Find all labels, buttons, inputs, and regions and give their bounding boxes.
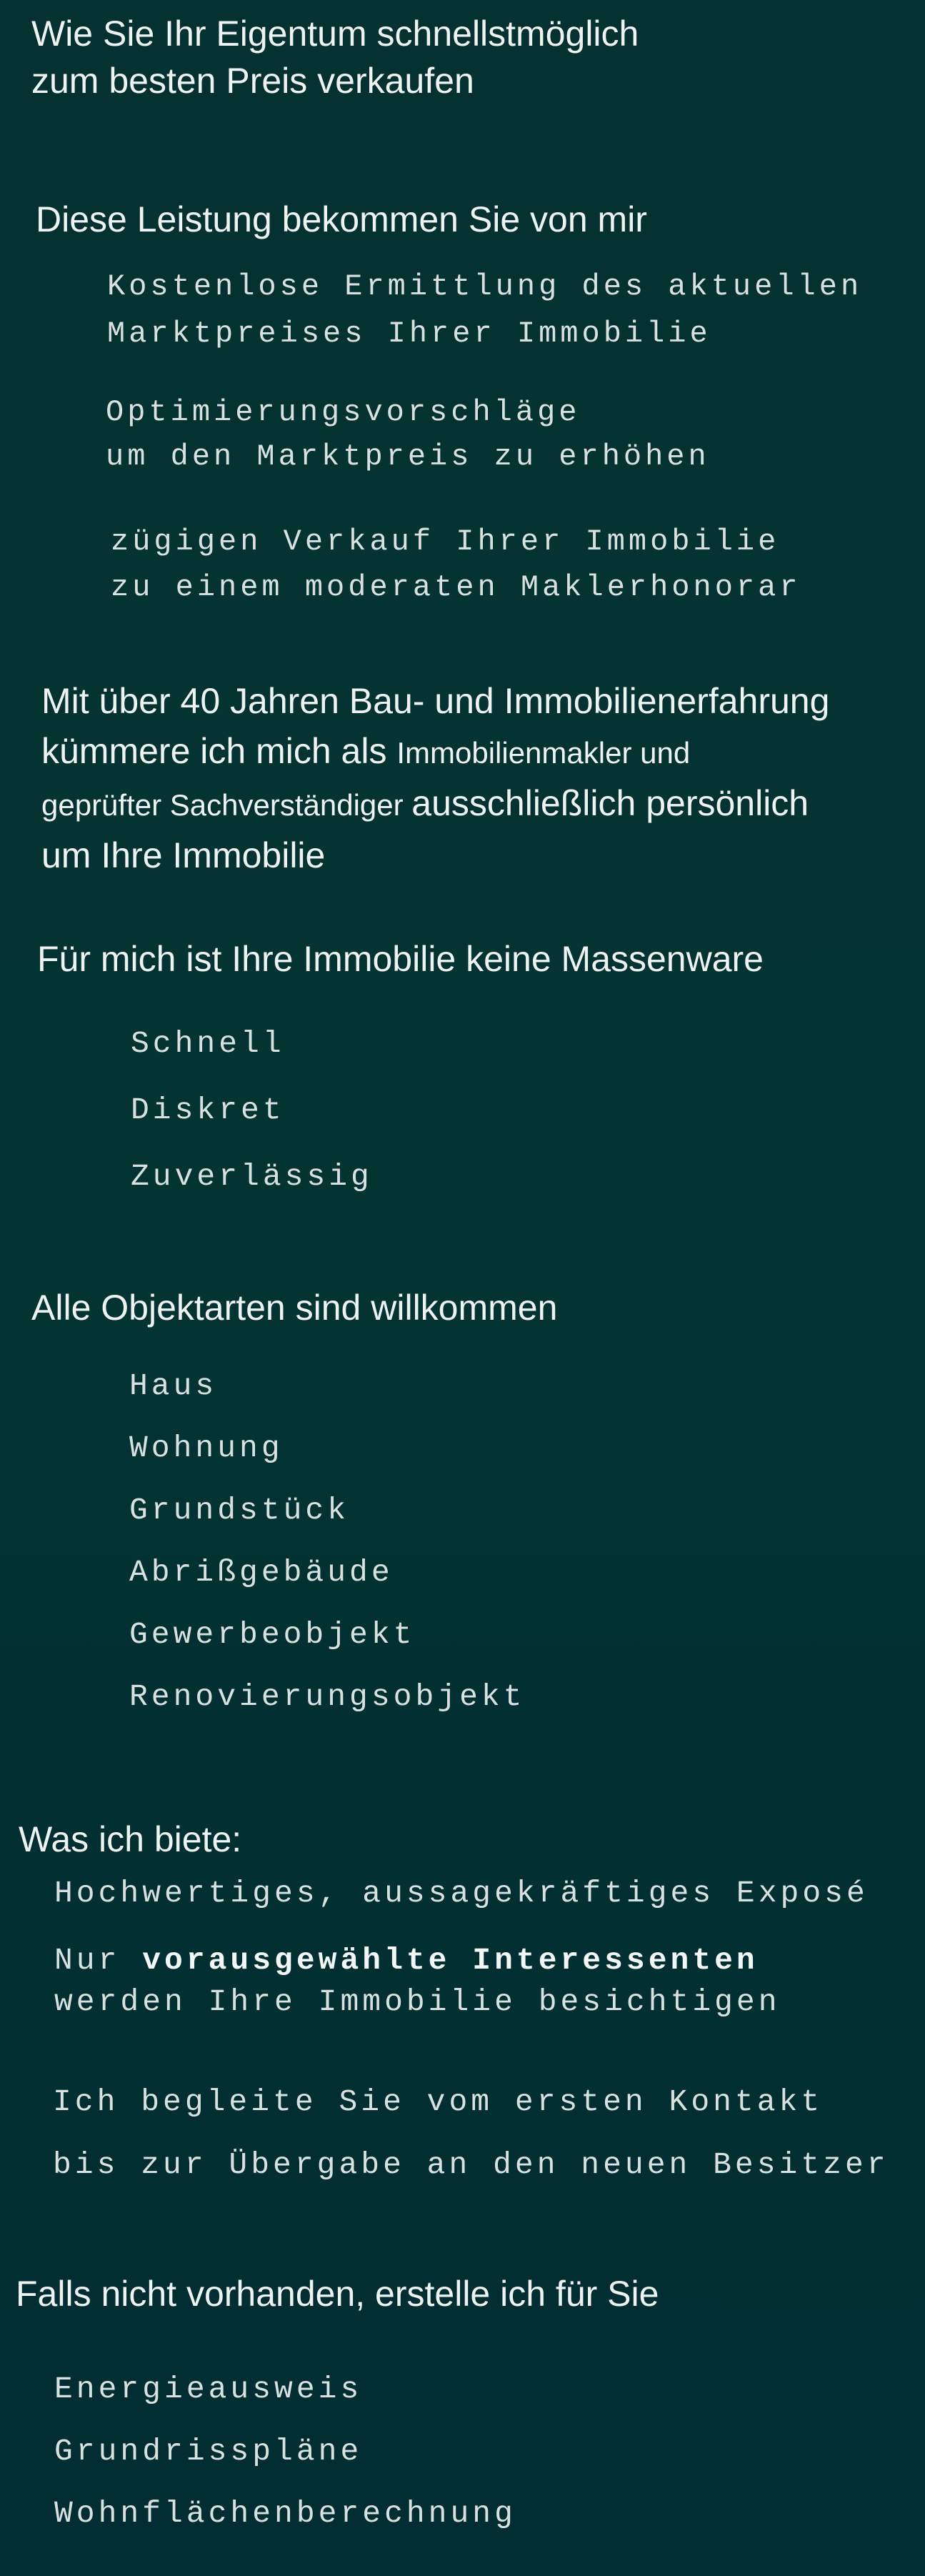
offer-item-line: werden Ihre Immobilie besichtigen bbox=[54, 1984, 781, 2019]
offer-item-line: Ich begleite Sie vom ersten Kontakt bbox=[53, 2084, 824, 2119]
service-item-line: um den Marktpreis zu erhöhen bbox=[106, 439, 710, 474]
service-item-optimization bbox=[106, 390, 710, 479]
offer-item-begleitung bbox=[53, 2071, 889, 2197]
value-item: Diskret bbox=[131, 1093, 285, 1128]
service-item-line: Marktpreises Ihrer Immobilie bbox=[107, 317, 711, 351]
page-headline bbox=[31, 10, 639, 104]
object-type-item: Haus bbox=[129, 1368, 218, 1403]
offer-item-line: bis zur Übergabe an den neuen Besitzer bbox=[53, 2147, 889, 2182]
experience-line-3 bbox=[41, 778, 829, 830]
object-types-list bbox=[129, 1355, 525, 1728]
service-item-market-value bbox=[107, 263, 862, 357]
offer-item-expose: Hochwertiges, aussagekräftiges Exposé bbox=[54, 1876, 869, 1911]
object-types-title: Alle Objektarten sind willkommen bbox=[31, 1288, 558, 1328]
service-item-line: zu einem moderaten Maklerhonorar bbox=[111, 570, 801, 605]
service-item-quick-sale bbox=[111, 519, 801, 610]
experience-line-1: Mit über 40 Jahren Bau- und Immobilienerfahrung bbox=[41, 681, 830, 721]
object-type-item: Renovierungsobjekt bbox=[129, 1679, 526, 1714]
headline-line-1: Wie Sie Ihr Eigentum schnellstmöglich bbox=[31, 14, 639, 54]
documents-title: Falls nicht vorhanden, erstelle ich für Sie bbox=[16, 2274, 659, 2314]
value-item: Schnell bbox=[131, 1026, 285, 1061]
values-list bbox=[131, 1010, 373, 1210]
experience-paragraph bbox=[41, 676, 829, 880]
experience-line-2 bbox=[41, 726, 829, 778]
experience-text: kümmere ich mich als bbox=[41, 731, 397, 771]
experience-text-small: Immobilienmakler und bbox=[396, 736, 691, 770]
documents-list bbox=[54, 2358, 516, 2545]
object-type-item: Grundstück bbox=[129, 1493, 350, 1528]
headline-line-2: zum besten Preis verkaufen bbox=[31, 61, 474, 101]
service-item-line: Optimierungsvorschläge bbox=[106, 395, 581, 429]
experience-text-small: geprüfter Sachverständiger bbox=[41, 788, 412, 822]
document-item: Grundrisspläne bbox=[54, 2434, 363, 2469]
services-title: Diese Leistung bekommen Sie von mir bbox=[36, 199, 647, 239]
experience-text: ausschließlich persönlich bbox=[411, 783, 809, 823]
offer-item-line bbox=[54, 1939, 781, 1982]
document-item: Wohnflächenberechnung bbox=[54, 2496, 516, 2531]
offer-text: Nur bbox=[54, 1943, 143, 1978]
values-title: Für mich ist Ihre Immobilie keine Massenware bbox=[37, 939, 764, 979]
service-item-line: Kostenlose Ermittlung des aktuellen bbox=[107, 269, 863, 304]
object-type-item: Abrißgebäude bbox=[129, 1555, 394, 1590]
object-type-item: Wohnung bbox=[129, 1431, 284, 1466]
document-item: Energieausweis bbox=[54, 2372, 363, 2407]
offer-title: Was ich biete: bbox=[19, 1819, 242, 1859]
experience-line-4: um Ihre Immobilie bbox=[41, 835, 326, 875]
offer-item-interessenten bbox=[54, 1939, 781, 2024]
service-item-line: zügigen Verkauf Ihrer Immobilie bbox=[111, 524, 780, 559]
value-item: Zuverlässig bbox=[131, 1159, 373, 1194]
object-type-item: Gewerbeobjekt bbox=[129, 1617, 416, 1652]
offer-text-bold: vorausgewählte Interessenten bbox=[142, 1943, 759, 1978]
